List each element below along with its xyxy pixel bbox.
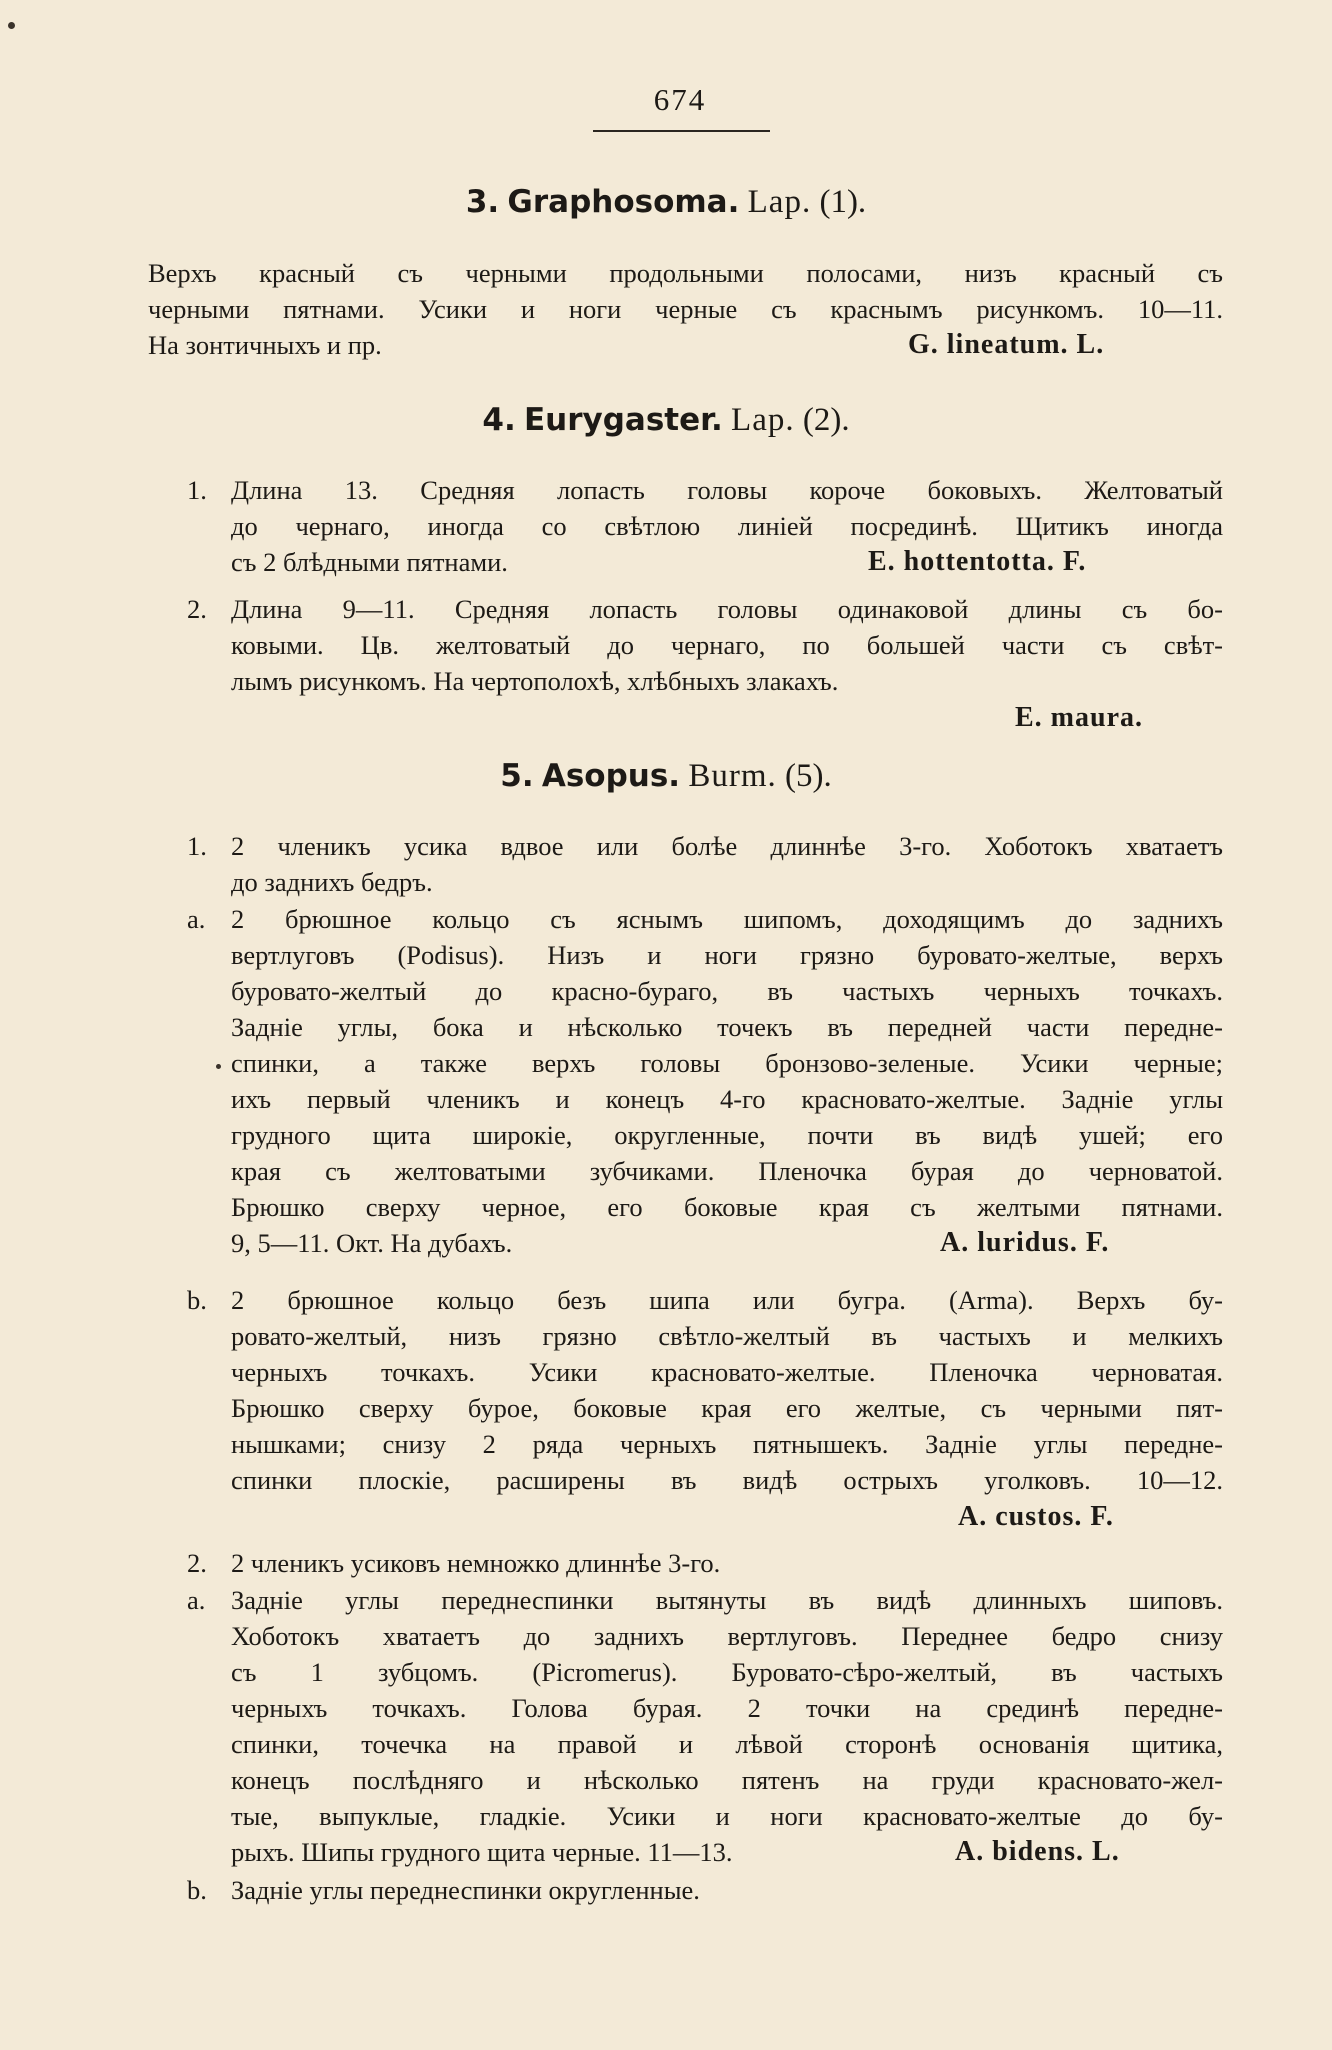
text-line: Задніе углы переднеспинки округленные. [231,1875,700,1905]
text-line: рыхъ. Шипы грудного щита черные. 11—13. [231,1837,733,1867]
text-line: черныхъ точкахъ. Голова бурая. 2 точки на срединѣ передне- [231,1693,1223,1723]
text-line: 9, 5—11. Окт. На дубахъ. [231,1228,513,1258]
section-number: 5. [500,758,534,794]
text-line: 2 брюшное кольцо съ яснымъ шипомъ, доходящимъ до заднихъ [231,904,1223,934]
genus-author: Lap. [731,402,795,438]
species-name: A. bidens. L. [955,1836,1120,1867]
ink-spot [216,1064,221,1069]
text-line: Задніе углы, бока и нѣсколько точекъ въ передней части передне- [231,1012,1223,1042]
entry-marker: a. [187,904,206,934]
text-line: Хоботокъ хватаетъ до заднихъ вертлуговъ. Переднее бедро снизу [231,1621,1223,1651]
text-line: Брюшко сверху черное, его боковые края съ желтыми пятнами. [231,1192,1223,1222]
entry-marker: 1. [187,475,207,505]
text-line: спинки, а также верхъ головы бронзово-зеленые. Усики черные; [231,1048,1223,1078]
text-line: черныхъ точкахъ. Усики красновато-желтые. Пленочка черноватая. [231,1357,1223,1387]
text-line: Длина 9—11. Средняя лопасть головы одинаковой длины съ бо- [231,594,1223,624]
species-name: A. custos. F. [958,1501,1114,1532]
entry-marker: 2. [187,1548,207,1578]
section-heading-asopus [0,758,1332,795]
text-line: Верхъ красный съ черными продольными полосами, низъ красный съ [148,258,1223,288]
text-line: вертлуговъ (Podisus). Низъ и ноги грязно буровато-желтые, верхъ [231,940,1223,970]
text-line: ихъ первый членикъ и конецъ 4-го красновато-желтые. Задніе углы [231,1084,1223,1114]
text-line: ровато-желтый, низъ грязно свѣтло-желтый въ частыхъ и мелкихъ [231,1321,1223,1351]
entry-marker: b. [187,1875,207,1905]
text-line: лымъ рисункомъ. На чертополохѣ, хлѣбныхъ злакахъ. [231,666,839,696]
ink-spot [8,22,15,29]
species-count: (2). [802,402,850,438]
entry-marker: 2. [187,594,207,624]
genus-author: Lap. [747,184,812,220]
species-name: G. lineatum. L. [908,329,1105,360]
text-line: 2 членикъ усиковъ немножко длиннѣе 3-го. [231,1548,721,1578]
text-line: ковыми. Цв. желтоватый до чернаго, по большей части съ свѣт- [231,630,1223,660]
text-line: 2 членикъ усика вдвое или болѣе длиннѣе 3-го. Хоботокъ хватаетъ [231,831,1223,861]
text-line: Брюшко сверху бурое, боковые края его желтые, съ черными пят- [231,1393,1223,1423]
text-line: края съ желтоватыми зубчиками. Пленочка бурая до черноватой. [231,1156,1223,1186]
species-count: (1). [819,184,867,220]
text-line: Задніе углы переднеспинки вытянуты въ видѣ длинныхъ шиповъ. [231,1585,1223,1615]
genus-name: Graphosoma. [507,184,740,220]
text-line: грудного щита широкіе, округленные, почти въ видѣ ушей; его [231,1120,1223,1150]
entry-marker: b. [187,1285,207,1315]
entry-marker: 1. [187,831,207,861]
section-heading-graphosoma [0,184,1332,221]
text-line: спинки, точечка на правой и лѣвой сторонѣ основанія щитика, [231,1729,1223,1759]
text-line: 2 брюшное кольцо безъ шипа или бугра. (Arma). Верхъ бу- [231,1285,1223,1315]
text-line: конецъ послѣдняго и нѣсколько пятенъ на груди красновато-жел- [231,1765,1223,1795]
text-line: буровато-желтый до красно-бураго, въ частыхъ черныхъ точкахъ. [231,976,1223,1006]
genus-author: Burm. [688,758,777,794]
text-line: съ 1 зубцомъ. (Picromerus). Буровато-сѣро-желтый, въ частыхъ [231,1657,1223,1687]
genus-name: Asopus. [541,758,681,794]
text-line: до заднихъ бедръ. [231,867,433,897]
text-line: нышками; снизу 2 ряда черныхъ пятнышекъ. Задніе углы передне- [231,1429,1223,1459]
text-line: съ 2 блѣдными пятнами. [231,547,508,577]
section-heading-eurygaster [0,402,1332,439]
text-line: спинки плоскіе, расширены въ видѣ острыхъ уголковъ. 10—12. [231,1465,1223,1495]
species-count: (5). [785,758,832,794]
entry-marker: a. [187,1585,206,1615]
section-number: 3. [465,184,500,220]
species-name: E. hottentotta. F. [868,546,1087,577]
text-line: до чернаго, иногда со свѣтлою линіей посрединѣ. Щитикъ иногда [231,511,1223,541]
page-number: 674 [653,82,707,117]
text-line: тые, выпуклые, гладкіе. Усики и ноги красновато-желтые до бу- [231,1801,1223,1831]
section-number: 4. [482,402,516,438]
species-name: A. luridus. F. [940,1227,1110,1258]
genus-name: Eurygaster. [524,402,723,438]
species-name: E. maura. [1015,702,1143,733]
text-line: На зонтичныхъ и пр. [148,330,382,360]
text-line: Длина 13. Средняя лопасть головы короче боковыхъ. Желтоватый [231,475,1223,505]
page-number-rule [593,130,770,132]
text-line: черными пятнами. Усики и ноги черные съ краснымъ рисункомъ. 10—11. [148,294,1223,324]
